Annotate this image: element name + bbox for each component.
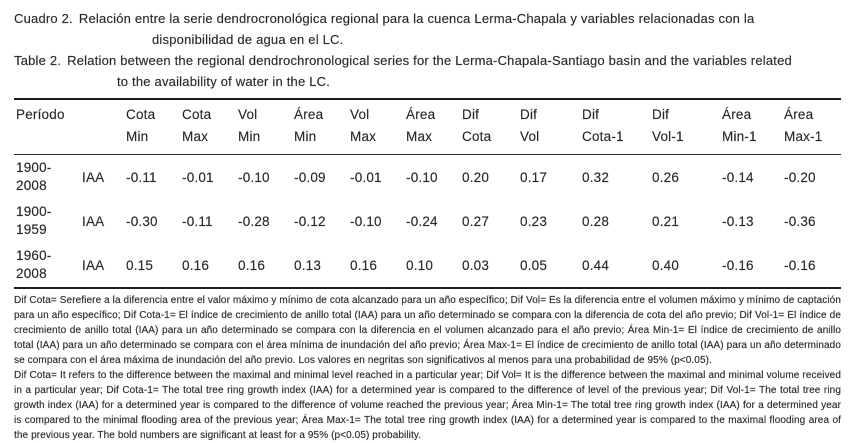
header-cell: Cota-1 (580, 129, 650, 155)
header-cell: Cota (182, 107, 212, 122)
header-cell: Min (124, 129, 180, 155)
header-cell: Min (292, 129, 348, 155)
header-cell: Cota (126, 107, 156, 122)
data-cell: -0.09 (294, 169, 326, 185)
header-cell: Min (236, 129, 292, 155)
results-table (14, 98, 841, 289)
header-cell: Dif (652, 107, 670, 122)
data-cell: -0.30 (126, 213, 158, 229)
header-cell: Cota (460, 129, 518, 155)
data-cell: 0.15 (126, 257, 154, 273)
footnote-english: Dif Cota= It refers to the difference between the maximal and minimal level reached in a particular year; Dif Vol= It is the difference between the maximal and minimal volume received in a particular year; Dif Cota-1= The total tree ring growth index (IAA) for a determined year is compared to the difference of level of the previous year; Dif Vol-1= The total tree ring growth index (IAA) for a determined year is compared to the difference of volume reached the previous year; Área Min-1= The total tree ring growth index (IAA) for a determined year is compared to the minimal flooding area of the previous year; Área Max-1= The total tree ring growth index (IAA) for a determined year is compared to the maximal flooding area of the previous year. The bold numbers are significant at least for a 95% (p<0.05) probability. (14, 370, 841, 441)
period-cell: 1900-1959 (16, 204, 52, 237)
data-cell: -0.16 (784, 257, 816, 273)
header-cell: Max (404, 129, 460, 155)
caption-english-line1 (14, 50, 841, 71)
header-cell (80, 129, 124, 155)
data-cell: 0.28 (582, 213, 610, 229)
header-cell: Max-1 (782, 129, 841, 155)
header-cell: Vol (238, 107, 258, 122)
data-cell: 0.16 (238, 257, 266, 273)
data-cell: -0.12 (294, 213, 326, 229)
period-cell: 1900-2008 (16, 160, 52, 193)
data-cell: -0.20 (784, 169, 816, 185)
caption-spanish (14, 8, 841, 50)
data-cell: 0.27 (462, 213, 490, 229)
data-cell: -0.01 (350, 169, 382, 185)
header-cell: Vol (518, 129, 580, 155)
data-cell: -0.11 (182, 213, 213, 229)
data-cell: 0.17 (520, 169, 548, 185)
data-cell: 0.21 (652, 213, 680, 229)
period-cell: 1960-2008 (16, 248, 52, 281)
data-cell: -0.13 (722, 213, 754, 229)
data-cell: -0.24 (406, 213, 438, 229)
data-cell: 0.13 (294, 257, 322, 273)
data-cell: 0.05 (520, 257, 548, 273)
data-cell: 0.40 (652, 257, 680, 273)
header-cell: Dif (582, 107, 600, 122)
data-cell: -0.36 (784, 213, 816, 229)
caption-english-text: Relation between the regional dendrochronological series for the Lerma-Chapala-Santiago basin and the variables related (67, 53, 792, 68)
caption-spanish-label: Cuadro 2. (14, 11, 73, 26)
header-cell: Max (180, 129, 236, 155)
data-cell: -0.14 (722, 169, 754, 185)
caption-spanish-line1 (14, 8, 841, 29)
footnote-spanish: Dif Cota= Serefiere a la diferencia entre el valor máximo y mínimo de cota alcanzado para un año específico; Dif Vol= Es la diferencia entre el volumen máximo y mínimo de captación para un año específico; Dif Cota-1= El índice de crecimiento de anillo total (IAA) para un año determinado se compara con la diferencia de cota del año previo; Dif Vol-1= El índice de crecimiento de anillo total (IAA) para un año determinado se compara con la diferencia en el volumen alcanzado para el año previo; Área Min-1= El índice de crecimiento de anillo total (IAA) para un año determinado se compara con el área mínima de inundación del año previo; Área Max-1= El índice de crecimiento de anillo total (IAA) para un año determinado se compara con el área máxima de inundación del año previo. Los valores en negritas son significativos al menos para una probabilidad de 95% (p<0.05). (14, 295, 841, 366)
table-row (14, 199, 841, 243)
series-cell: IAA (82, 257, 105, 273)
header-cell: Dif (462, 107, 480, 122)
data-cell: -0.10 (406, 169, 438, 185)
header-cell: Período (16, 107, 65, 122)
data-cell: 0.26 (652, 169, 680, 185)
caption-spanish-text: Relación entre la serie dendrocronológica regional para la cuenca Lerma-Chapala y variables relacionadas con la (78, 11, 755, 26)
header-row-top (14, 99, 841, 129)
header-cell (80, 99, 124, 129)
header-cell: Vol-1 (650, 129, 720, 155)
data-cell: -0.10 (350, 213, 382, 229)
series-cell: IAA (82, 169, 105, 185)
caption-spanish-line2: disponibilidad de agua en el LC. (152, 32, 344, 47)
data-cell: 0.03 (462, 257, 490, 273)
data-cell: 0.23 (520, 213, 548, 229)
data-cell: 0.32 (582, 169, 610, 185)
header-cell: Área (784, 107, 814, 122)
table-row (14, 243, 841, 288)
table-row (14, 155, 841, 200)
data-cell: 0.16 (350, 257, 378, 273)
data-cell: -0.11 (126, 169, 157, 185)
series-cell: IAA (82, 213, 105, 229)
caption-english-line2: to the availability of water in the LC. (117, 74, 331, 89)
data-cell: -0.10 (238, 169, 270, 185)
data-cell: -0.01 (182, 169, 214, 185)
header-cell: Área (406, 107, 436, 122)
data-cell: 0.10 (406, 257, 434, 273)
data-cell: -0.28 (238, 213, 270, 229)
header-cell: Min-1 (720, 129, 782, 155)
caption-english-label: Table 2. (14, 53, 62, 68)
header-cell: Max (348, 129, 404, 155)
header-cell: Área (722, 107, 752, 122)
header-cell (14, 129, 80, 155)
header-cell: Dif (520, 107, 538, 122)
header-cell: Vol (350, 107, 370, 122)
data-cell: 0.44 (582, 257, 610, 273)
caption-english (14, 50, 841, 92)
header-cell: Área (294, 107, 324, 122)
data-cell: -0.16 (722, 257, 754, 273)
data-cell: 0.16 (182, 257, 210, 273)
header-row-bottom (14, 129, 841, 155)
data-cell: 0.20 (462, 169, 490, 185)
